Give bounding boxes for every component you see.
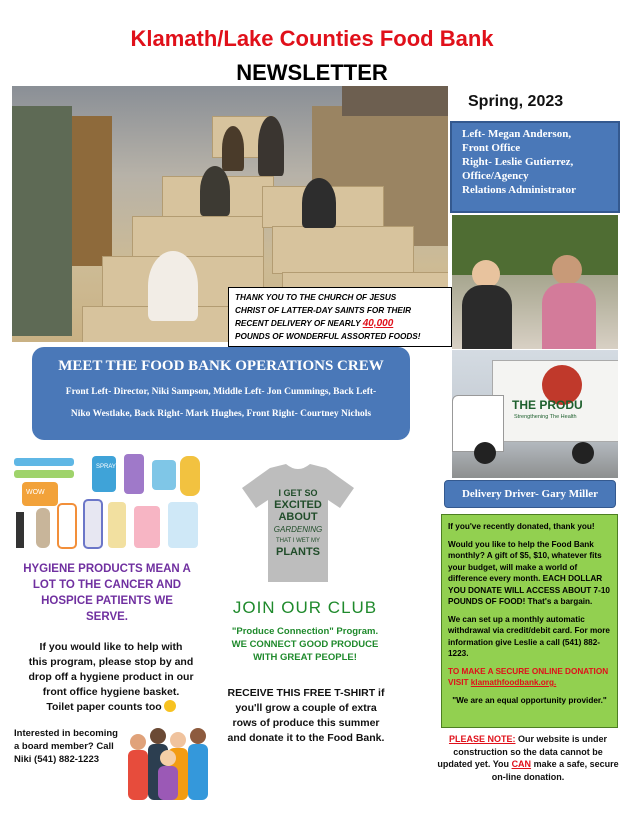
newsletter-subtitle: NEWSLETTER: [236, 60, 388, 85]
board-member-callout: [14, 727, 134, 766]
shirt-line: GARDENING: [273, 525, 323, 534]
staff-line: Left- Megan Anderson,: [462, 128, 572, 140]
caption-line: POUNDS OF WONDERFUL ASSORTED FOODS!: [235, 332, 421, 341]
person-figure: [148, 251, 198, 321]
note-label: PLEASE NOTE:: [448, 734, 516, 744]
person-figure: [222, 126, 244, 171]
spray-label: SPRAY: [96, 464, 116, 470]
truck-photo: [452, 350, 618, 478]
caption-line: CHRIST OF LATTER-DAY SAINTS FOR THEIR: [235, 306, 412, 315]
donate-withdrawal: We can set up a monthly automatic withdrawal via credit/debit card. For more information give Leslie a call (541) 882-1223.: [448, 614, 610, 658]
club-body: [212, 686, 400, 746]
equal-opportunity: "We are an equal opportunity provider.": [452, 695, 607, 705]
shirt-line: I GET SO: [278, 488, 318, 498]
board-line: a board member? Call: [14, 741, 114, 752]
club-body-line: rows of produce this summer: [232, 717, 380, 729]
wow-label: WOW: [26, 489, 45, 496]
donate-online-text: TO MAKE A SECURE ONLINE DONATION VISIT: [448, 666, 609, 687]
smiley-icon: [164, 700, 176, 712]
club-sub-line: WE CONNECT GOOD PRODUCE: [231, 639, 379, 650]
shirt-line: PLANTS: [276, 546, 320, 558]
shirt-line: THAT I WET MY: [275, 538, 321, 544]
note-text: Our website is under construction so the data cannot be updated yet. You: [437, 734, 608, 769]
hygiene-title-line: HYGIENE PRODUCTS MEAN A: [23, 563, 191, 575]
hygiene-body-line: this program, please stop by and: [28, 656, 194, 668]
club-body-line: and donate it to the Food Bank.: [227, 732, 385, 744]
staff-line: Right- Leslie Gutierrez,: [462, 156, 574, 168]
hygiene-body-text: Toilet paper counts too: [46, 701, 162, 713]
board-line: Niki (541) 882-1223: [14, 754, 100, 765]
hygiene-body-line: drop off a hygiene product in our: [28, 671, 194, 683]
hygiene-title-line: HOSPICE PATIENTS WE: [41, 595, 173, 607]
hygiene-body-line: [12, 700, 210, 715]
website-note: [436, 733, 620, 783]
caption-text: RECENT DELIVERY OF NEARLY: [235, 319, 363, 328]
club-title: JOIN OUR CLUB: [232, 598, 378, 617]
hygiene-title-line: SERVE.: [86, 611, 128, 623]
donate-monthly: Would you like to help the Food Bank monthly? A gift of $5, $10, whatever fits your budget, will make a world of difference every month. EACH DOLLAR YOU DONATE WILL ACCESS ABOUT 7-10 POUNDS OF FOOD! That's a bargain.: [448, 539, 610, 606]
hygiene-title-line: LOT TO THE CANCER AND: [32, 579, 182, 591]
photo-caption: [228, 287, 452, 347]
crew-title: MEET THE FOOD BANK OPERATIONS CREW: [58, 358, 384, 374]
hygiene-products-illustration: [12, 452, 202, 552]
driver-label: Delivery Driver- Gary Miller: [444, 480, 616, 508]
person-figure: [200, 166, 230, 216]
staff-line: Office/Agency: [462, 170, 529, 182]
newsletter-title: Klamath/Lake Counties Food Bank: [130, 26, 494, 51]
donate-website-link[interactable]: klamathfoodbank.org.: [470, 678, 557, 687]
staff-line: Front Office: [462, 142, 521, 154]
caption-line: THANK YOU TO THE CHURCH OF JESUS: [235, 293, 397, 302]
club-body-line: you'll grow a couple of extra: [235, 702, 377, 714]
truck-tagline: Strengthening The Health: [514, 414, 577, 420]
caption-line: [235, 317, 445, 330]
hygiene-body-line: If you would like to help with: [39, 641, 183, 653]
caption-amount: 40,000: [362, 318, 394, 329]
people-group-illustration: [122, 724, 218, 800]
staff-photo: [452, 215, 618, 349]
note-text: make a safe, secure on-line donation.: [491, 759, 619, 782]
tshirt-illustration: [240, 462, 356, 584]
staff-line: Relations Administrator: [462, 184, 576, 196]
donate-online: [448, 666, 611, 689]
person-figure: [258, 116, 284, 176]
crew-names-line-2: Niko Westlake, Back Right- Mark Hughes, Front Right- Courtney Nichols: [70, 409, 372, 419]
club-sub-line: "Produce Connection" Program.: [231, 626, 379, 637]
shirt-line: EXCITED: [274, 499, 322, 511]
donate-thanks: If you've recently donated, thank you!: [448, 522, 595, 531]
staff-info-box: [450, 121, 620, 213]
hygiene-title: [12, 561, 202, 625]
club-subtitle: [210, 625, 400, 664]
club-sub-line: WITH GREAT PEOPLE!: [253, 652, 357, 663]
crew-banner: [32, 347, 410, 440]
note-can: CAN: [511, 759, 532, 769]
season-label: Spring, 2023: [468, 93, 564, 110]
hygiene-body: [12, 640, 210, 715]
club-body-line: RECEIVE THIS FREE T-SHIRT if: [227, 687, 385, 699]
shirt-line: ABOUT: [278, 511, 318, 523]
truck-sign: THE PRODU: [512, 398, 583, 412]
crew-names-line-1: Front Left- Director, Niki Sampson, Middle Left- Jon Cummings, Back Left-: [65, 387, 377, 397]
donate-info-box: [441, 514, 618, 728]
hygiene-body-line: front office hygiene basket.: [42, 686, 180, 698]
board-line: Interested in becoming: [14, 728, 118, 739]
person-figure: [302, 178, 336, 228]
